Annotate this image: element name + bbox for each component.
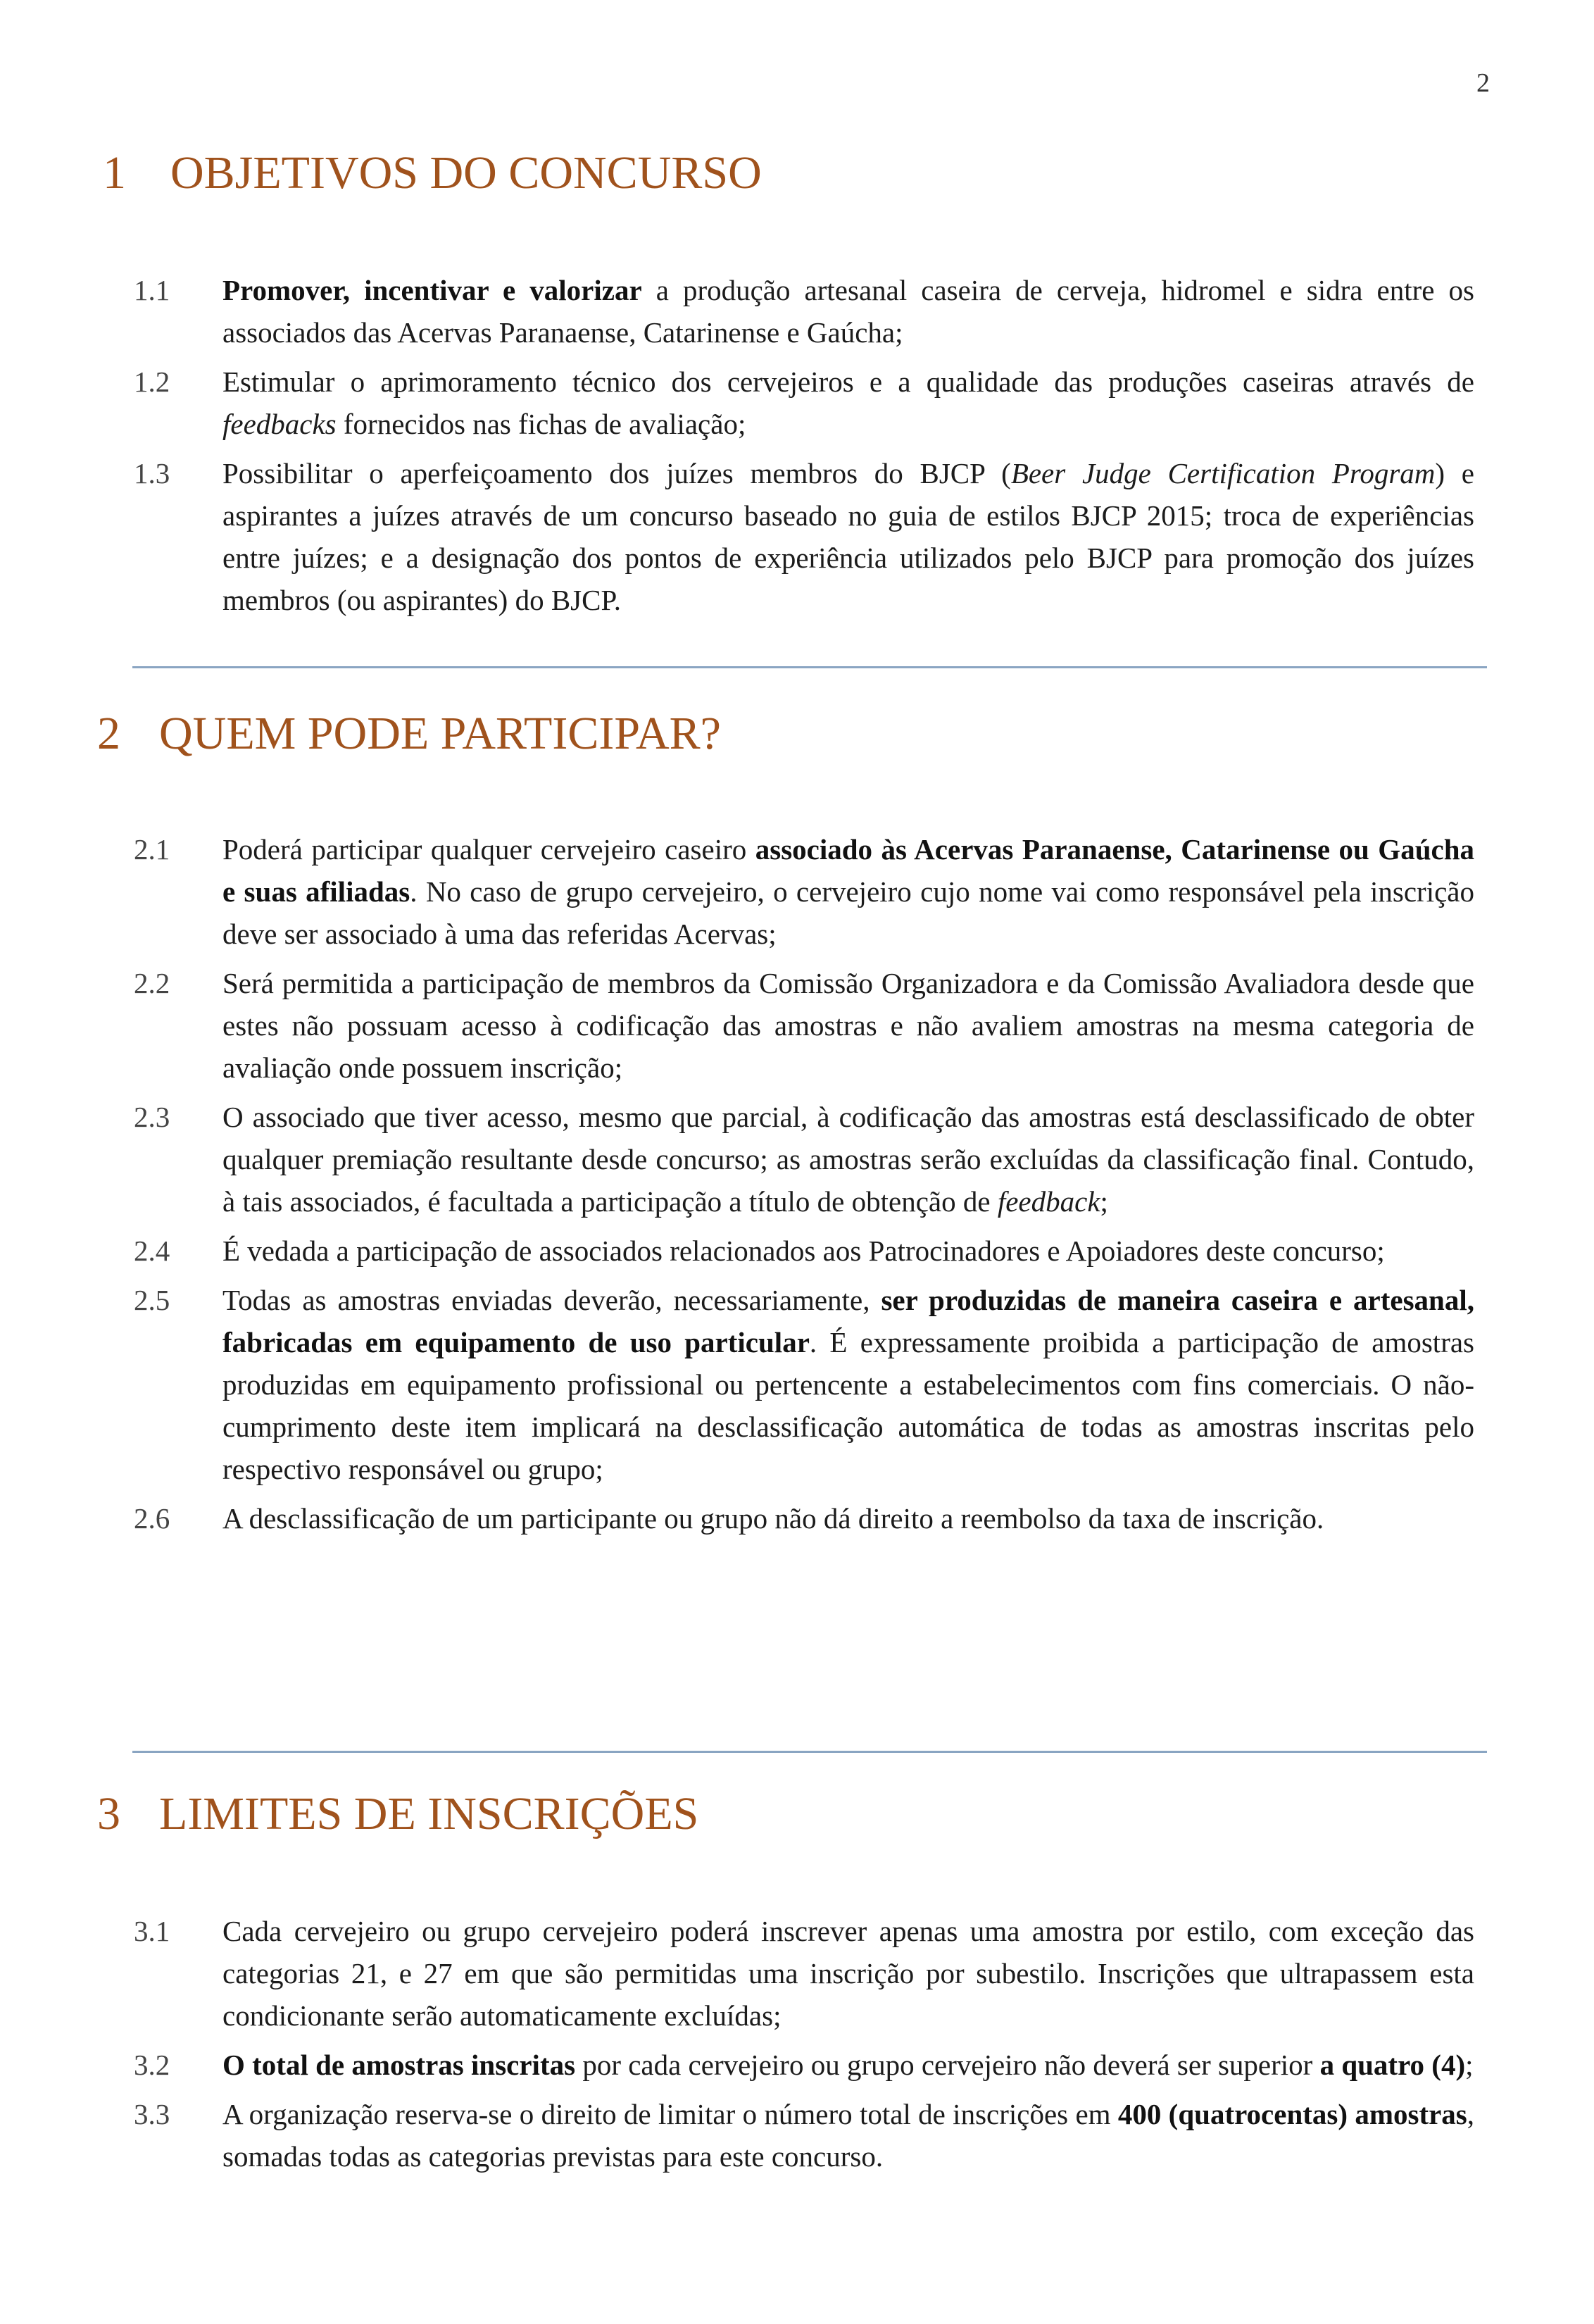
bold-text: a quatro (4) xyxy=(1319,2049,1466,2081)
bold-text: associado às Acervas Paranaense, Catarinense ou Gaúcha e suas afiliadas xyxy=(222,833,1475,908)
list-item xyxy=(134,828,1474,955)
section-title: LIMITES DE INSCRIÇÕES xyxy=(159,1788,699,1839)
list-item xyxy=(134,452,1474,621)
list-item xyxy=(134,2093,1474,2178)
bold-text: Promover, incentivar e valorizar xyxy=(222,274,642,306)
item-text xyxy=(222,828,1474,955)
item-text xyxy=(222,1497,1474,1539)
item-text xyxy=(222,1230,1474,1272)
text-run: . É expressamente proibida a participação de amostras produzidas em equipamento profissional ou pertencente a estabelecimentos com fins comerciais. O não-cumprimento deste item implicará na desclassificação automática de todas as amostras inscritas pelo respectivo responsável ou grupo; xyxy=(222,1326,1475,1485)
text-run: A organização reserva-se o direito de limitar o número total de inscrições em xyxy=(222,2098,1118,2130)
item-text xyxy=(222,1096,1474,1223)
text-run: Possibilitar o aperfeiçoamento dos juízes membros do BJCP ( xyxy=(222,457,1011,489)
text-run: O associado que tiver acesso, mesmo que parcial, à codificação das amostras está desclassificado de obter qualquer premiação resultante desde concurso; as amostras serão excluídas da classificação final. Contudo, à tais associados, é facultada a participação a título de obtenção de xyxy=(222,1101,1474,1218)
text-run: Cada cervejeiro ou grupo cervejeiro poderá inscrever apenas uma amostra por estilo, com exceção das categorias 21, e 27 em que são permitidas uma inscrição por subestilo. Inscrições que ultrapassem esta condicionante serão automaticamente excluídas; xyxy=(222,1915,1474,2032)
list-item xyxy=(134,1910,1474,2037)
item-number: 3.2 xyxy=(134,2049,170,2081)
list-item xyxy=(134,2044,1474,2086)
section-heading xyxy=(97,707,721,761)
section-title: QUEM PODE PARTICIPAR? xyxy=(159,708,721,759)
section-heading xyxy=(103,146,762,200)
list-item xyxy=(134,962,1474,1089)
list-item xyxy=(134,361,1474,445)
section-title: OBJETIVOS DO CONCURSO xyxy=(170,147,762,199)
list-item xyxy=(134,1230,1474,1272)
text-run: ) e aspirantes a juízes através de um concurso baseado no guia de estilos BJCP 2015; troca de experiências entre juízes; e a designação dos pontos de experiência utilizados pelo BJCP para promoção dos juízes membros (ou aspirantes) do BJCP. xyxy=(222,457,1474,616)
item-number: 1.1 xyxy=(134,274,170,306)
text-run: A desclassificação de um participante ou grupo não dá direito a reembolso da taxa de inscrição. xyxy=(222,1502,1324,1535)
item-number: 2.2 xyxy=(134,967,170,999)
item-list xyxy=(134,269,1474,628)
item-number: 3.3 xyxy=(134,2098,170,2130)
text-run: a produção artesanal caseira de cerveja, hidromel e sidra entre os associados das Acervas Paranaense, Catarinense e Gaúcha; xyxy=(222,274,1474,349)
item-number: 2.6 xyxy=(134,1502,170,1535)
section-divider xyxy=(132,1751,1487,1753)
bold-text: O total de amostras inscritas xyxy=(222,2049,576,2081)
section-number: 2 xyxy=(97,708,120,759)
item-text xyxy=(222,269,1474,354)
list-item xyxy=(134,269,1474,354)
item-number: 2.5 xyxy=(134,1284,170,1316)
text-run: Poderá participar qualquer cervejeiro caseiro xyxy=(222,833,755,866)
item-text xyxy=(222,962,1474,1089)
italic-text: feedbacks xyxy=(222,408,337,440)
list-item xyxy=(134,1096,1474,1223)
text-run: . No caso de grupo cervejeiro, o cervejeiro cujo nome vai como responsável pela inscrição deve ser associado à uma das referidas Acervas; xyxy=(222,875,1474,950)
item-number: 2.4 xyxy=(134,1235,170,1267)
item-number: 2.3 xyxy=(134,1101,170,1133)
section-number: 3 xyxy=(97,1788,120,1839)
list-item xyxy=(134,1279,1474,1490)
item-number: 3.1 xyxy=(134,1915,170,1947)
item-number: 1.3 xyxy=(134,457,170,489)
bold-text: ser produzidas de maneira caseira e artesanal, fabricadas em equipamento de uso particular xyxy=(222,1284,1474,1358)
item-number: 2.1 xyxy=(134,833,170,866)
text-run: , somadas todas as categorias previstas para este concurso. xyxy=(222,2098,1474,2173)
item-text xyxy=(222,1910,1474,2037)
item-text xyxy=(222,452,1474,621)
text-run: Será permitida a participação de membros da Comissão Organizadora e da Comissão Avaliadora desde que estes não possuam acesso à codificação das amostras e não avaliem amostras na mesma categoria de avaliação onde possuem inscrição; xyxy=(222,967,1474,1084)
section-number: 1 xyxy=(103,147,126,199)
section-divider xyxy=(132,666,1487,668)
text-run: fornecidos nas fichas de avaliação; xyxy=(336,408,746,440)
italic-text: feedback xyxy=(997,1185,1100,1218)
text-run: Estimular o aprimoramento técnico dos cervejeiros e a qualidade das produções caseiras através de xyxy=(222,366,1474,398)
text-run: ; xyxy=(1465,2049,1474,2081)
item-list xyxy=(134,1910,1474,2185)
italic-text: Beer Judge Certification Program xyxy=(1010,457,1436,489)
item-text xyxy=(222,361,1474,445)
text-run: Todas as amostras enviadas deverão, necessariamente, xyxy=(222,1284,881,1316)
page-number: 2 xyxy=(1476,68,1490,98)
section-heading xyxy=(97,1787,698,1841)
text-run: É vedada a participação de associados relacionados aos Patrocinadores e Apoiadores deste concurso; xyxy=(222,1235,1385,1267)
text-run: por cada cervejeiro ou grupo cervejeiro não deverá ser superior xyxy=(575,2049,1320,2081)
item-list xyxy=(134,828,1474,1547)
item-text xyxy=(222,1279,1474,1490)
text-run: ; xyxy=(1100,1185,1108,1218)
item-text xyxy=(222,2093,1474,2178)
list-item xyxy=(134,1497,1474,1539)
item-text xyxy=(222,2044,1474,2086)
bold-text: 400 (quatrocentas) amostras xyxy=(1117,2098,1467,2130)
item-number: 1.2 xyxy=(134,366,170,398)
